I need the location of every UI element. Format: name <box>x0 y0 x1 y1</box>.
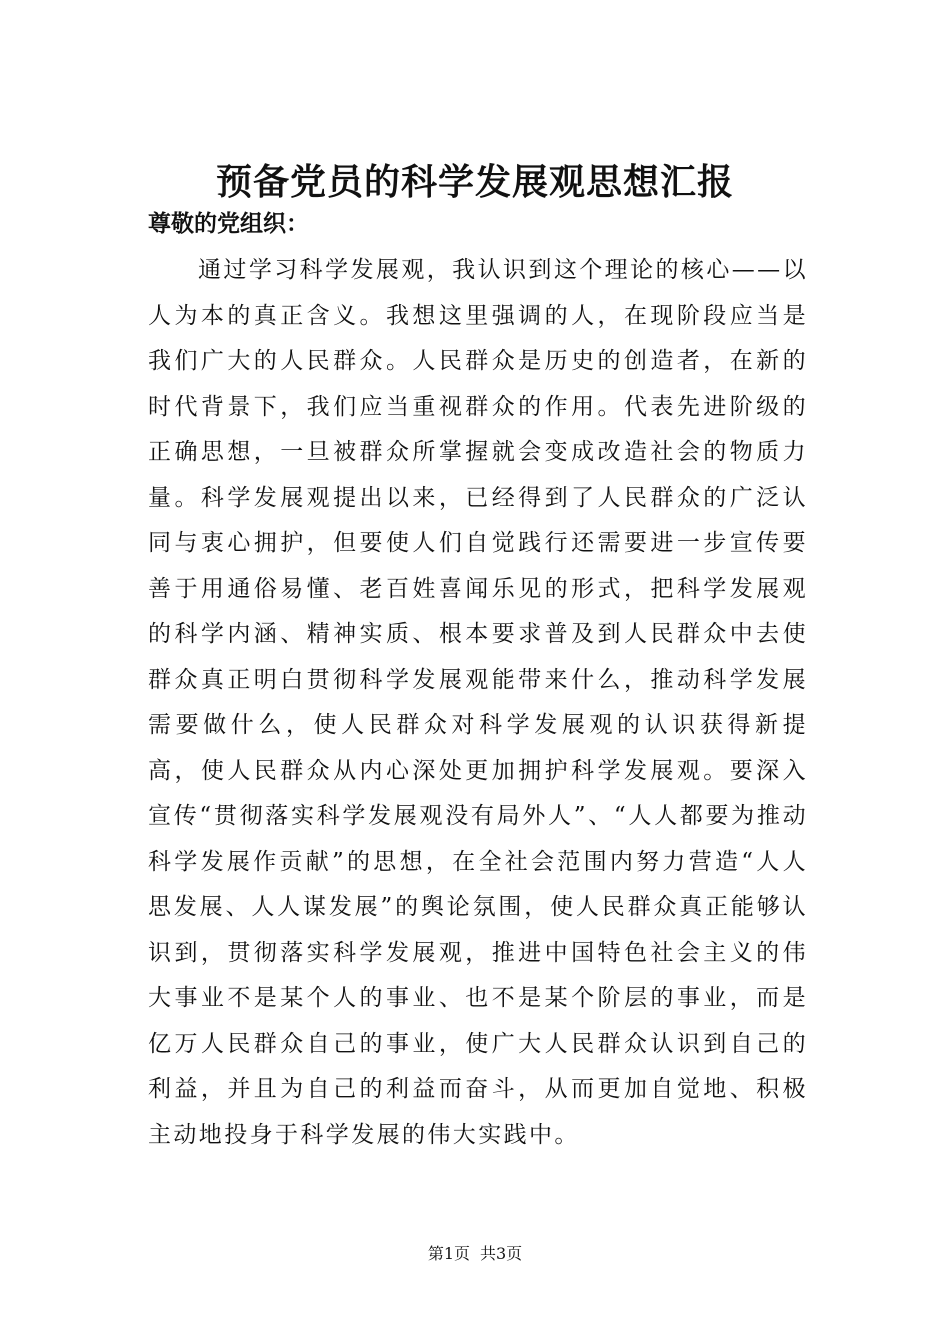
body-paragraph: 通过学习科学发展观，我认识到这个理论的核心——以人为本的真正含义。我想这里强调的人，在现阶段应当是我们广大的人民群众。人民群众是历史的创造者，在新的时代背景下，我们应当重视群众的作用。代表先进阶级的正确思想，一旦被群众所掌握就会变成改造社会的物质力量。科学发展观提出以来，已经得到了人民群众的广泛认同与衷心拥护，但要使人们自觉践行还需要进一步宣传要善于用通俗易懂、老百姓喜闻乐见的形式，把科学发展观的科学内涵、精神实质、根本要求普及到人民群众中去使群众真正明白贯彻科学发展观能带来什么，推动科学发展需要做什么，使人民群众对科学发展观的认识获得新提高，使人民群众从内心深处更加拥护科学发展观。要深入宣传“贯彻落实科学发展观没有局外人”、“人人都要为推动科学发展作贡献”的思想，在全社会范围内努力营造“人人思发展、人人谋发展”的舆论氛围，使人民群众真正能够认识到，贯彻落实科学发展观，推进中国特色社会主义的伟大事业不是某个人的事业、也不是某个阶层的事业，而是亿万人民群众自己的事业，使广大人民群众认识到自己的利益，并且为自己的利益而奋斗，从而更加自觉地、积极主动地投身于科学发展的伟大实践中。 <box>148 257 808 1148</box>
page-footer <box>0 1242 950 1266</box>
page-title: 预备党员的科学发展观思想汇报 <box>215 161 734 204</box>
page-number-current: 第1页 <box>427 1244 470 1263</box>
salutation: 尊敬的党组织： <box>148 210 309 237</box>
page-number-total: 共3页 <box>480 1244 523 1263</box>
